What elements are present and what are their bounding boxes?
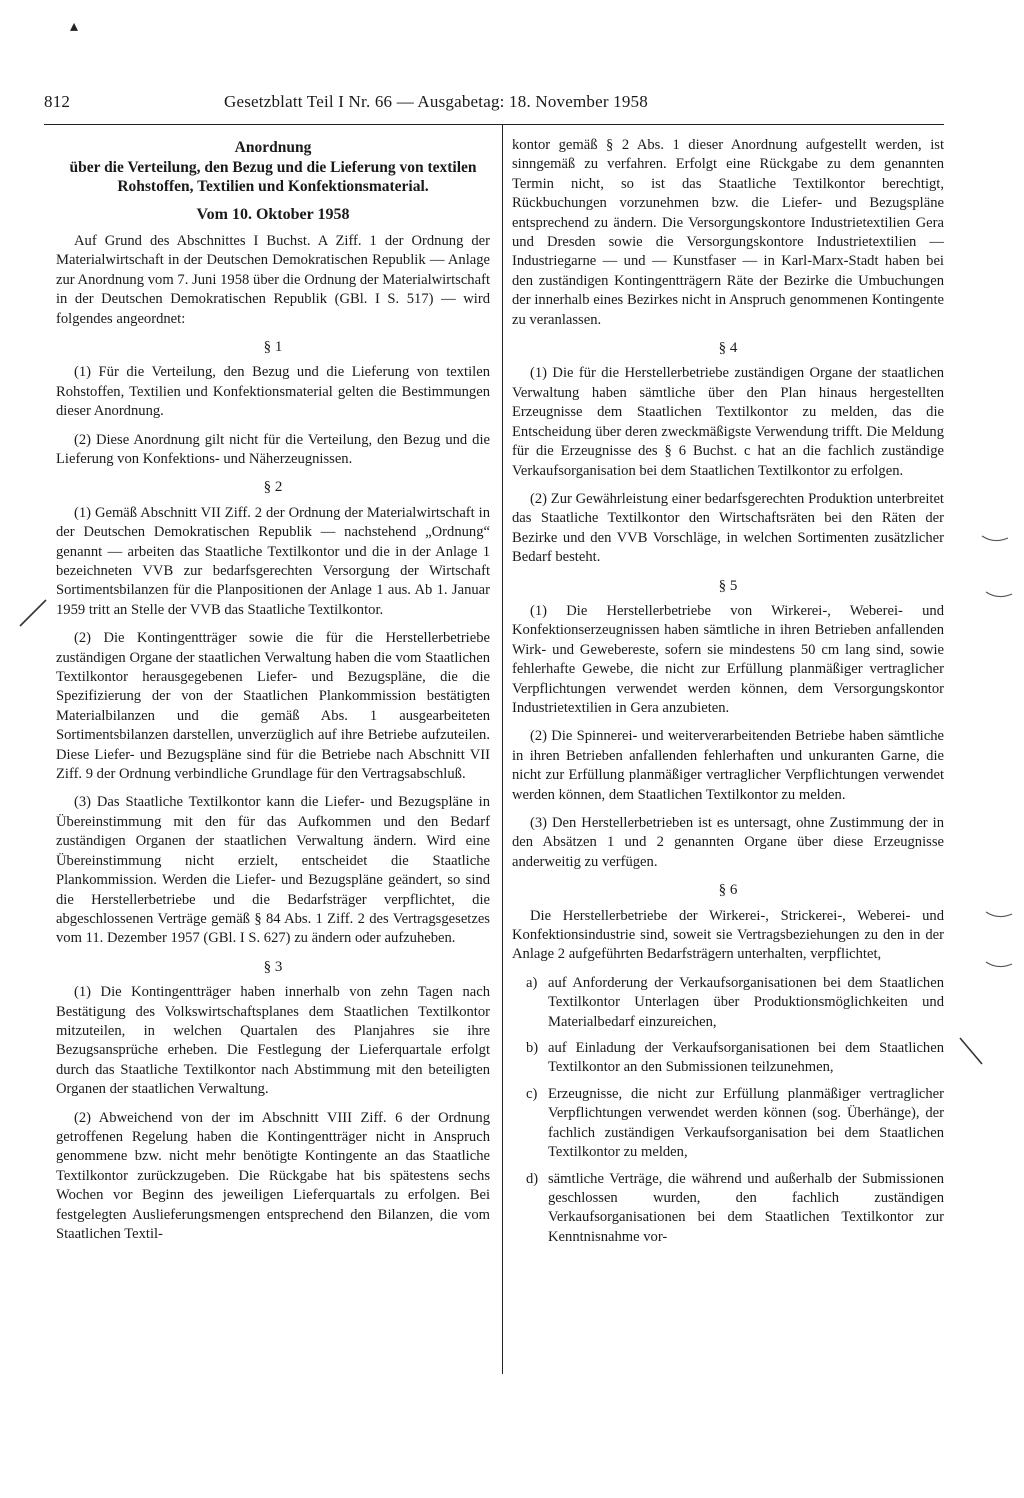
section-1-para-1: (1) Für die Verteilung, den Bezug und die Lieferung von textilen Rohstoffen, Textilien und Konfektionsmaterial gelten die Bestimmungen dieser Anordnung. [56,364,490,420]
section-5-para-1: (1) Die Herstellerbetriebe von Wirkerei-, Weberei- und Konfektionserzeugnissen haben sämtliche in ihren Betrieben anfallenden Wirk- und Gewebereste, sofern sie mindestens 50 cm lang sind, sowie fehlerhafte Gewebe, die nicht zur Erfüllung planmäßiger vertraglicher Verpflichtungen verwendet werden können, dem Versorgungskontor Industrietextilien in Gera anzubieten. [512,602,944,716]
section-5-para-2: (2) Die Spinnerei- und weiterverarbeitenden Betriebe haben sämtliche in ihren Betrieben anfallenden fehlerhaften und unkuranten Garne, die nicht zur Erfüllung planmäßiger vertraglicher Verpflichtungen verwendet werden können, dem Staatlichen Textilkontor zu melden. [512,728,944,803]
list-item-label: d) [526,1170,539,1187]
margin-tick-mark [984,588,1014,602]
left-column [56,138,490,1253]
page-number: 812 [44,92,71,111]
section-3-para-1: (1) Die Kontingentträger haben innerhalb von zehn Tagen nach Bestätigung des Volkswirtschaftsplanes dem Staatlichen Textilkontor mitzuteilen, in welchen Quartalen des Planjahres sie ihre Bezugsansprüche erheben. Die Festlegung der Lieferquartale erfolgt durch das Staatliche Textilkontor nach Abstimmung mit den beteiligten Organen der staatlichen Verwaltung. [56,984,490,1098]
intro-paragraph: Auf Grund des Abschnittes I Buchst. A Ziff. 1 der Ordnung der Materialwirtschaft in der Deutschen Demokratischen Republik — Anlage zur Anordnung vom 7. Juni 1958 über die Ordnung der Materialwirtschaft in der Deutschen Demokratischen Republik (GBl. I S. 517) — wird folgendes angeordnet: [56,232,490,327]
section-1-heading: § 1 [263,338,283,355]
list-item [512,1170,944,1248]
list-item-label: a) [526,974,538,991]
continued-paragraph: kontor gemäß § 2 Abs. 1 dieser Anordnung aufgestellt werden, ist sinngemäß zu verfahren. Erfolgt eine Rückgabe zu dem genannten Termin nicht, so ist das Staatliche Textilkontor berechtigt, Rückbuchungen vorzunehmen bzw. die Liefer- und Bezugspläne entsprechend zu ändern. Die Versorgungskontore Industrietextilien Gera und Dresden sowie die Versorgungskontore Industrietextilien — Industriegarne — und — Kunstfaser — in Karl-Marx-Stadt haben bei den zuständigen Kontingentträgern Räte der Bezirke die Umbuchungen der innerhalb eines Bezirkes nicht in Anspruch genommenen Kontingente zu veranlassen. [512,137,944,328]
decree-date: Vom 10. Oktober 1958 [196,205,350,223]
list-item [512,1085,944,1163]
right-column [512,136,944,1254]
section-6-heading: § 6 [718,882,738,899]
section-6-intro: Die Herstellerbetriebe der Wirkerei-, Strickerei-, Weberei- und Konfektionsindustrie sind, soweit sie Vertragsbeziehungen zu den in der Anlage 2 aufgeführten Bedarfsträgern unterhalten, verpflichtet, [512,907,944,963]
title-line-2: über die Verteilung, den Bezug und die Lieferung von textilen Rohstoffen, Textilien und Konfektionsmaterial. [69,158,477,195]
margin-backslash-mark [956,1036,986,1066]
section-3-heading: § 3 [263,958,283,975]
section-2-para-2: (2) Die Kontingentträger sowie die für die Herstellerbetriebe zuständigen Organe der staatlichen Verwaltung haben die vom Staatlichen Textilkontor herausgegebenen Liefer- und Bezugspläne, die die Spezifizierung der von der Staatlichen Plankommission bestätigten Materialbilanzen und die gemäß Abs. 1 ausgearbeiteten Sortimentsbilanzen darstellen, unverzüglich auf ihre Betriebe aufzuteilen. Diese Liefer- und Bezugspläne sind für die Betriebe nach Abschnitt VII Ziff. 9 der Ordnung verbindliche Grundlage für den Vertragsabschluß. [56,630,490,783]
section-4-para-2: (2) Zur Gewährleistung einer bedarfsgerechten Produktion unterbreitet das Staatliche Textilkontor den Wirtschaftsräten bei den Räten der Bezirke und den VVB Vorschläge, in welchen Sortimenten zusätzlicher Bedarf besteht. [512,490,944,566]
section-4-para-1: (1) Die für die Herstellerbetriebe zuständigen Organe der staatlichen Verwaltung haben sämtliche über den Plan hinaus hergestellten Erzeugnisse dem Staatlichen Textilkontor zu melden, das die Entscheidung über deren zweckmäßigste Verwendung trifft. Die Meldung für die Erzeugnisse des § 6 Buchst. c hat an die fachlich zuständige Verkaufsorganisation bei dem Staatlichen Textilkontor zu erfolgen. [512,365,944,479]
list-item-label: c) [526,1085,538,1102]
margin-slash-mark [18,598,48,628]
section-3-para-2: (2) Abweichend von der im Abschnitt VIII Ziff. 6 der Ordnung getroffenen Regelung haben die Kontingentträger nicht in Anspruch genommene bzw. nicht mehr benötigte Kontingente an das Staatliche Textilkontor zurückzugeben. Die Rückgabe hat bis spätestens sechs Wochen vor Beginn des jeweiligen Lieferquartals zu erfolgen. Bei festgelegten Auslieferungsmengen entsprechend den Bilanzen, die vom Staatlichen Textil- [56,1109,490,1242]
section-2-heading: § 2 [263,479,283,496]
corner-mark: ▴ [70,16,79,35]
margin-tick-mark [984,958,1014,972]
running-header [44,92,754,116]
column-divider [502,124,503,1374]
margin-tick-mark [980,532,1010,546]
section-2-para-1: (1) Gemäß Abschnitt VII Ziff. 2 der Ordnung der Materialwirtschaft in der Deutschen Demokratischen Republik — nachstehend „Ordnung“ genannt — arbeiten das Staatliche Textilkontor und die in der Anlage 1 bezeichneten VVB zur bedarfsgerechten Versorgung der Wirtschaft Sortimentsbilanzen für die Planpositionen der Anlage 1 aus. Ab 1. Januar 1959 tritt an Stelle der VVB das Staatliche Textilkontor. [56,504,490,618]
section-1-para-2: (2) Diese Anordnung gilt nicht für die Verteilung, den Bezug und die Lieferung von Konfektions- und Näherzeugnissen. [56,431,490,467]
section-4-heading: § 4 [718,340,738,357]
list-item-text: auf Anforderung der Verkaufsorganisationen bei dem Staatlichen Textilkontor Unterlagen über Produktionsmöglichkeiten und Materialbedarf einzureichen, [548,974,944,1030]
list-item-text: auf Einladung der Verkaufsorganisationen bei dem Staatlichen Textilkontor an den Submissionen teilzunehmen, [548,1040,944,1076]
section-5-para-3: (3) Den Herstellerbetrieben ist es untersagt, ohne Zustimmung der in den Absätzen 1 und 2 genannten Organe über diese Erzeugnisse anderweitig zu verfügen. [512,815,944,870]
section-2-para-3: (3) Das Staatliche Textilkontor kann die Liefer- und Bezugspläne in Übereinstimmung mit den für das Aufkommen und den Bedarf zuständigen Organen der staatlichen Verwaltung ändern. Wird eine Übereinstimmung nicht erzielt, entscheidet die Staatliche Plankommission. Werden die Liefer- und Bezugspläne geändert, so sind die Herstellerbetriebe und die Bedarfsträger verpflichtet, die abgeschlossenen Verträge gemäß § 84 Abs. 1 Ziff. 2 des Vertragsgesetzes vom 11. Dezember 1957 (GBl. I S. 627) zu ändern oder aufzuheben. [56,794,490,947]
title-line-1: Anordnung [234,139,312,156]
list-item [512,1039,944,1078]
running-title: Gesetzblatt Teil I Nr. 66 — Ausgabetag: 18. November 1958 [224,92,648,111]
margin-tick-mark [984,908,1014,922]
header-rule [44,124,944,125]
decree-title [56,138,490,197]
section-5-heading: § 5 [718,577,738,594]
list-item-text: sämtliche Verträge, die während und außerhalb der Submissionen geschlossen wurden, den fachlich zuständigen Verkaufsorganisationen bei dem Staatlichen Textilkontor zur Kenntnisnahme vor- [548,1170,944,1245]
list-item [512,974,944,1032]
list-item-text: Erzeugnisse, die nicht zur Erfüllung planmäßiger vertraglicher Verpflichtungen verwendet werden können (sog. Überhänge), der fachlich zuständigen Verkaufsorganisation bei dem Staatlichen Textilkontor zu melden, [548,1085,944,1161]
list-item-label: b) [526,1040,539,1057]
